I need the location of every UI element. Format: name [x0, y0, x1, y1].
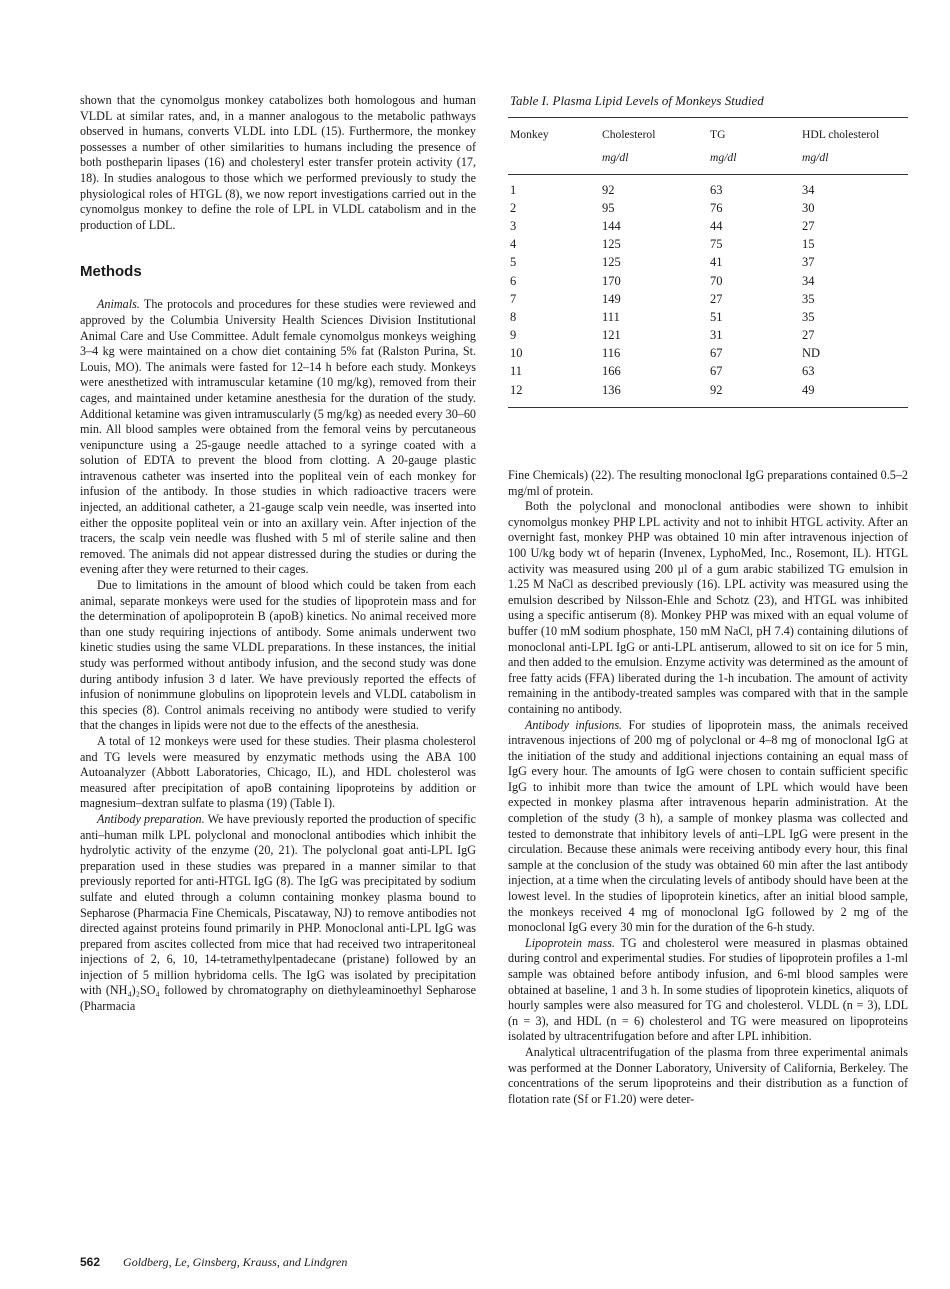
table-cell: 30 [802, 200, 815, 215]
column-header: Monkey [508, 118, 588, 148]
table-cell: 149 [602, 291, 621, 306]
table-cell: 125 [602, 237, 621, 252]
table-cell: 12 [508, 381, 588, 408]
total-monkeys-paragraph: A total of 12 monkeys were used for these studies. Their plasma cholesterol and TG levels were measured by enzymatic methods using the ABA 100 Autoanalyzer (Abbott Laboratories, Chicago, IL), and HDL cholesterol was measured after precipitation of apoB containing lipoproteins by addition or magnesium–dextran sulfate to plasma (19) (Table I). [80, 733, 476, 811]
table-cell: 7 [510, 291, 517, 306]
mass-lead-in: Lipoprotein mass. [525, 935, 615, 950]
infusions-lead-in: Antibody infusions. [525, 717, 623, 732]
table-row [508, 236, 908, 254]
intro-paragraph: shown that the cynomolgus monkey catabolizes both homologous and human VLDL at similar rates, and, in a manner analogous to the metabolic pathways observed in humans, converts VLDL into LDL (15). Furthermore, the monkey possesses a number of other similarities to humans including the presence of both postheparin lipases (16) and cholesteryl ester transfer protein activity (17, 18). In studies analogous to those which we performed previously to study the physiological roles of HTGL (8), we now report investigations carried out in the cynomolgus monkey to define the role of LPL in VLDL catabolism and in the production of LDL. [80, 93, 476, 232]
table-row [508, 381, 908, 408]
table-cell: 170 [602, 273, 621, 288]
table-cell: 35 [802, 309, 815, 324]
page-number: 562 [80, 1255, 101, 1269]
unit-cell: mg/dl [700, 147, 796, 175]
table-cell: 15 [802, 237, 815, 252]
table-cell: 6 [510, 273, 517, 288]
table-cell: 37 [802, 255, 815, 270]
table-cell: 27 [802, 218, 815, 233]
table-cell: 11 [510, 364, 523, 379]
column-header: HDL cholesterol [796, 118, 908, 148]
left-column [80, 93, 476, 1015]
antibody-infusions-paragraph [508, 718, 908, 936]
antibody-lead-in: Antibody preparation. [97, 811, 205, 826]
column-header: Cholesterol [588, 118, 700, 148]
animals-lead-in: Animals. [97, 297, 140, 312]
table-cell: 49 [796, 381, 908, 408]
table-cell: 31 [710, 328, 723, 343]
table-cell: 92 [700, 381, 796, 408]
table-cell: 5 [510, 255, 517, 270]
table-row [508, 217, 908, 235]
table-row [508, 272, 908, 290]
table-cell: 136 [588, 381, 700, 408]
table-cell: 121 [602, 328, 621, 343]
table-row [508, 345, 908, 363]
table-row [508, 290, 908, 308]
limitations-paragraph: Due to limitations in the amount of blood which could be taken from each animal, separate monkeys were used for the studies of lipoprotein mass and for the determination of apolipoprotein B (apoB) kinetics. No animal received more than one study requiring injections of antibody. Some animals underwent two kinetic studies using the same VLDL preparations. In these instances, the initial study was performed without antibody infusion, and the second study was done during antibody infusion 3 d later. We have previously reported the effects of infusion of nonimmune globulins on lipoprotein levels and VLDL catabolism in this species (8). Control animals receiving no antibody were studied to verify that the changes in lipids were not due to the effects of the anesthesia. [80, 578, 476, 733]
table-cell: 2 [510, 200, 517, 215]
table-cell: 34 [802, 182, 815, 197]
methods-heading: Methods [80, 263, 142, 281]
table-cell: 9 [510, 328, 517, 343]
table-cell: 10 [510, 346, 523, 361]
table-row [508, 175, 908, 200]
table-cell: 35 [802, 291, 815, 306]
table-cell: 63 [802, 364, 815, 379]
table-cell: 75 [710, 237, 723, 252]
table-cell: 144 [602, 218, 621, 233]
page-footer [80, 1255, 347, 1270]
unit-cell: mg/dl [588, 147, 700, 175]
table-row [508, 327, 908, 345]
table-cell: 63 [710, 182, 723, 197]
table-row [508, 199, 908, 217]
table-cell: 27 [802, 328, 815, 343]
table-cell: 92 [602, 182, 615, 197]
ultracentrifugation-paragraph: Analytical ultracentrifugation of the plasma from three experimental animals was performed at the Donner Laboratory, University of California, Berkeley. The concentrations of the serum lipoproteins and their distribution as a function of flotation rate (Sf or F1.20) were deter- [508, 1044, 908, 1106]
table-title: Table I. Plasma Lipid Levels of Monkeys Studied [510, 93, 764, 108]
table-cell: 34 [802, 273, 815, 288]
table-cell: 41 [710, 255, 723, 270]
table-cell: 8 [510, 309, 517, 324]
table-cell: 3 [510, 218, 517, 233]
table-cell: 67 [710, 364, 723, 379]
continuation-paragraph: Fine Chemicals) (22). The resulting monoclonal IgG preparations contained 0.5–2 mg/ml of protein. [508, 468, 908, 498]
table-i [508, 93, 908, 408]
inhibition-paragraph: Both the polyclonal and monoclonal antibodies were shown to inhibit cynomolgus monkey PHP LPL activity and not to inhibit HTGL activity. After an overnight fast, monkey PHP was obtained 10 min after intravenous injection of 100 U/kg body wt of heparin (Invenex, LyphoMed, Inc., Rosemont, IL). HTGL activity was measured using 200 μl of a gum arabic stabilized TG emulsion in 1.25 M NaCl as described previously (16). LPL activity was measured using the emulsion described by Nilsson-Ehle and Schotz (23), and HTGL was inhibited using a specific antiserum (8). Monkey PHP was mixed with an equal volume of buffer (10 mM sodium phosphate, 150 mM NaCl, pH 7.4) containing dilutions of monoclonal anti-LPL IgG or anti-LPL antiserum, allowed to sit on ice for 5 min, and then added to the emulsion. Enzyme activity was determined as the amount of free fatty acids (FFA) liberated during the 1-h incubation. The amount of activity remaining in the antibody-treated samples was compared with that in the sample containing no antibody. [508, 499, 908, 716]
table-row [508, 363, 908, 381]
table-cell: 95 [602, 200, 615, 215]
antibody-text: We have previously reported the production of specific anti–human milk LPL polyclonal and monoclonal antibodies which inhibit the hydrolytic activity of the enzyme (20, 21). The polyclonal goat anti-LPL IgG preparation used in these studies was prepared in a manner similar to that previously reported for anti-HTGL IgG (8). The IgG was precipitated by sodium sulfate and eluted through a column containing monkey plasma bound to Sepharose (Pharmacia Fine Chemicals, Piscataway, NJ) to remove antibodies not directed against proteins found primarily in PHP. Monoclonal anti-LPL IgG was prepared from ascites collected from mice that had received two intraperitoneal injections of 2, 6, 10, 14-tetramethylpentadecane (pristane) followed by an injection of 5 million hybridoma cells. The IgG was isolated by precipitation with (NH₄)₂SO₄ followed by chromatography on diethyleaminoethyl Sepharose (Pharmacia [80, 811, 476, 1014]
table-row [508, 254, 908, 272]
table-cell: 67 [710, 346, 723, 361]
unit-cell [508, 147, 588, 175]
table-cell: ND [802, 346, 821, 361]
table-row [508, 308, 908, 326]
lipoprotein-mass-paragraph [508, 936, 908, 1045]
table-cell: 27 [710, 291, 723, 306]
unit-cell: mg/dl [796, 147, 908, 175]
infusions-text: For studies of lipoprotein mass, the animals received intravenous injections of 200 mg of polyclonal or 4–8 mg of monoclonal IgG at the initiation of the study and additional injections containing an equal mass of IgG every hour. The amounts of IgG were chosen to contain sufficient specific IgG to inhibit more than twice the amount of LPL which would have been expected in monkey plasma after intravenous heparin administration. At the completion of the study (3 h), a sample of monkey plasma was collected and tested to demonstrate that inhibitory levels of anti–LPL IgG were present in the circulation. Because these animals were receiving antibody every hour, this final sample at the conclusion of the study was obtained 60 min after the last antibody injection, at a time when the circulating levels of antibody should have been at the lowest level. In the studies of lipoprotein kinetics, after an initial blood sample, the monkeys received 4 mg of monoclonal IgG followed by 2 mg of the monoclonal IgG every 30 min for the duration of the 6-h study. [508, 717, 908, 935]
table-cell: 111 [602, 309, 620, 324]
mass-text: TG and cholesterol were measured in plasmas obtained during control and experimental studies. For studies of lipoprotein profiles a 1-ml sample was obtained before antibody infusion, and 6-ml blood samples were obtained at baseline, 1 and 3 h. In some studies of lipoprotein kinetics, aliquots of hourly samples were also measured for TG and cholesterol. VLDL (n = 3), LDL (n = 3), and HDL (n = 6) cholesterol and TG were measured on lipoproteins isolated by ultracentrifugation before and after LPL inhibition. [508, 935, 908, 1044]
table-cell: 116 [602, 346, 621, 361]
lipid-table [508, 117, 908, 408]
table-cell: 166 [602, 364, 621, 379]
right-column [508, 468, 908, 1107]
table-cell: 51 [710, 309, 723, 324]
animals-text: The protocols and procedures for these studies were reviewed and approved by the Columbia University Health Sciences Division Institutional Animal Care and Use Committee. Adult female cynomolgus monkeys weighing 3–4 kg were maintained on a chow diet containing 5% fat (Ralston Purina, St. Louis, MO). The animals were fasted for 12–14 h before each study. Monkeys were anesthetized with intramuscular ketamine (10 mg/kg), removed from their cages, and maintained under ketamine anesthesia for the duration of the study. Additional ketamine was given intramuscularly (5 mg/kg) as needed every 30–60 min. All blood samples were obtained from the femoral veins by percutaneous venipuncture using a 25-gauge needle attached to a syringe coated with a solution of EDTA to prevent the blood from clotting. A 20-gauge plastic intravenous catheter was inserted into the popliteal vein of each monkey for infusion of the antibody. In those studies in which radioactive tracers were injected, an additional catheter, a 21-gauge scalp vein needle, was inserted into either the opposite popliteal vein or into an axillary vein. After injection of the tracers, the scalp vein needle was flushed with 5 ml of sterile saline and then removed. The animals did not appear distressed during the studies or during the evening after they were returned to their cages. [80, 297, 476, 577]
running-authors: Goldberg, Le, Ginsberg, Krauss, and Lindgren [123, 1255, 348, 1269]
table-cell: 1 [510, 182, 517, 197]
table-cell: 125 [602, 255, 621, 270]
table-cell: 44 [710, 218, 723, 233]
table-cell: 4 [510, 237, 517, 252]
table-cell: 76 [710, 200, 723, 215]
table-cell: 70 [710, 273, 723, 288]
antibody-preparation-paragraph [80, 812, 476, 1015]
column-header: TG [700, 118, 796, 148]
animals-paragraph [80, 297, 476, 578]
